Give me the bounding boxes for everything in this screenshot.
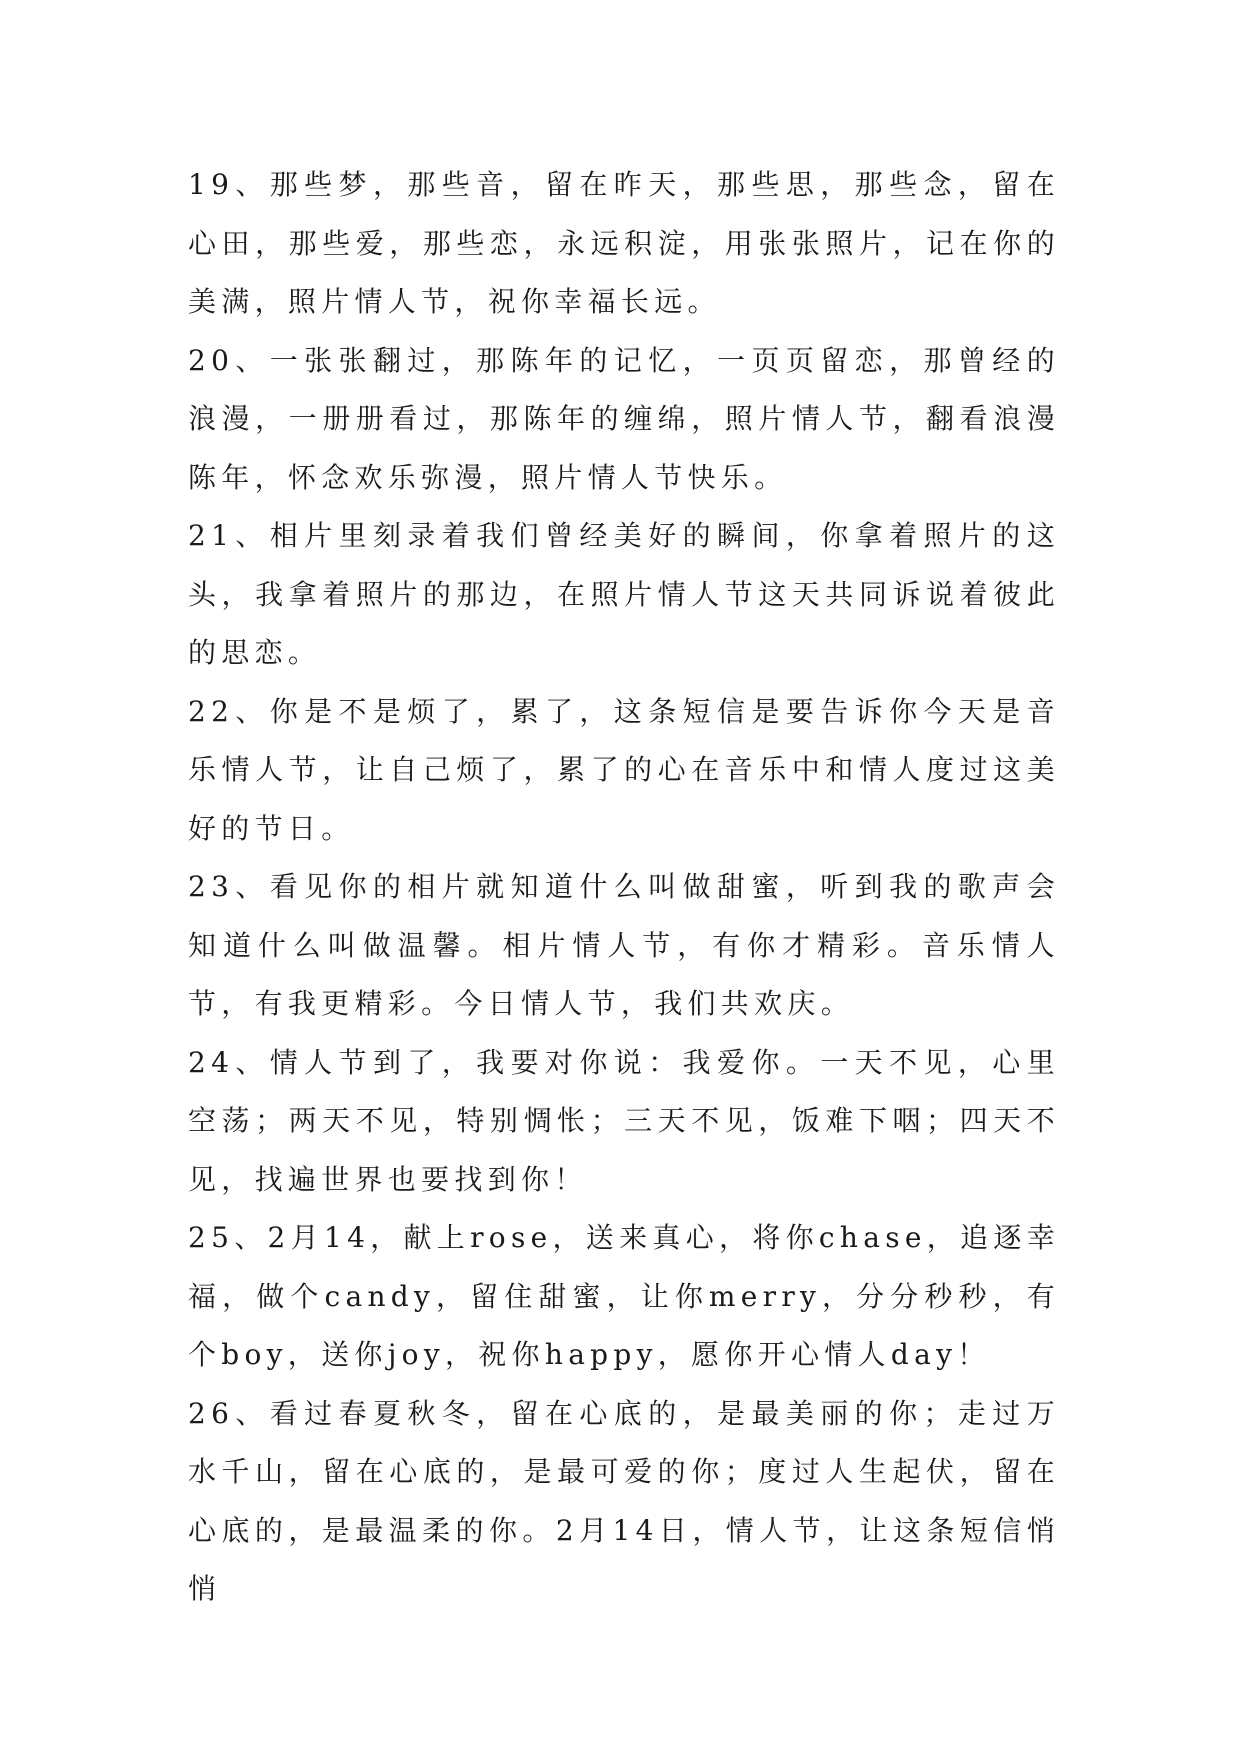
paragraph-26: 26、看过春夏秋冬，留在心底的，是最美丽的你；走过万水千山，留在心底的，是最可爱的你；度过人生起伏，留在心底的，是最温柔的你。2月14日，情人节，让这条短信悄悄	[188, 1396, 1060, 1605]
paragraph-24: 24、情人节到了，我要对你说：我爱你。一天不见，心里空荡；两天不见，特别惆怅；三天不见，饭难下咽；四天不见，找遍世界也要找到你！	[188, 1045, 1060, 1196]
paragraph-23: 23、看见你的相片就知道什么叫做甜蜜，听到我的歌声会知道什么叫做温馨。相片情人节，有你才精彩。音乐情人节，有我更精彩。今日情人节，我们共欢庆。	[188, 870, 1060, 1020]
paragraph-25: 25、2月14，献上rose，送来真心，将你chase，追逐幸福，做个candy，留住甜蜜，让你merry，分分秒秒，有个boy，送你joy，祝你happy，愿你开心情人day！	[188, 1221, 1060, 1371]
paragraph-22: 22、你是不是烦了，累了，这条短信是要告诉你今天是音乐情人节，让自己烦了，累了的心在音乐中和情人度过这美好的节日。	[188, 694, 1060, 845]
document-body	[188, 156, 1060, 1619]
paragraph-21: 21、相片里刻录着我们曾经美好的瞬间，你拿着照片的这头，我拿着照片的那边，在照片情人节这天共同诉说着彼此的思恋。	[188, 519, 1060, 669]
paragraph-19: 19、那些梦，那些音，留在昨天，那些思，那些念，留在心田，那些爱，那些恋，永远积淀，用张张照片，记在你的美满，照片情人节，祝你幸福长远。	[188, 168, 1060, 318]
paragraph-20: 20、一张张翻过，那陈年的记忆，一页页留恋，那曾经的浪漫，一册册看过，那陈年的缠绵，照片情人节，翻看浪漫陈年，怀念欢乐弥漫，照片情人节快乐。	[188, 343, 1060, 494]
